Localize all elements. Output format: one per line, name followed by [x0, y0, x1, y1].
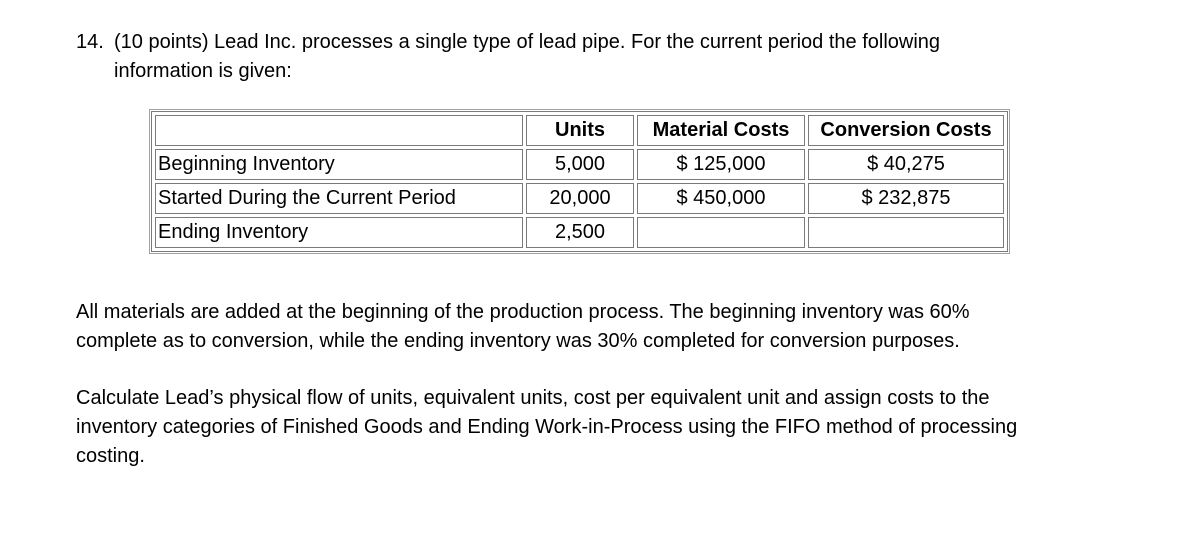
row-label: Beginning Inventory [155, 149, 523, 180]
paragraph-line: complete as to conversion, while the ending inventory was 30% completed for conversion purposes. [76, 330, 960, 352]
instructions-paragraph [76, 384, 1156, 471]
question-text-line-1: (10 points) Lead Inc. processes a single type of lead pipe. For the current period the following [114, 31, 941, 53]
inventory-table [151, 111, 1008, 252]
units-cell: 2,500 [526, 217, 634, 248]
header-blank [155, 115, 523, 146]
question-prompt [76, 28, 1156, 86]
question-number: 14. [76, 31, 104, 53]
materials-paragraph [76, 298, 1156, 356]
material-cost-cell [637, 217, 805, 248]
paragraph-line: Calculate Lead’s physical flow of units, equivalent units, cost per equivalent unit and assign costs to the [76, 387, 990, 409]
table-row [155, 149, 1004, 180]
header-material-costs: Material Costs [637, 115, 805, 146]
question-text-line-2: information is given: [114, 60, 292, 82]
conversion-cost-cell: $ 40,275 [808, 149, 1004, 180]
units-cell: 20,000 [526, 183, 634, 214]
conversion-cost-cell [808, 217, 1004, 248]
table-header-row [155, 115, 1004, 146]
units-cell: 5,000 [526, 149, 634, 180]
paragraph-line: costing. [76, 445, 145, 467]
table-row [155, 183, 1004, 214]
paragraph-line: inventory categories of Finished Goods and Ending Work-in-Process using the FIFO method of processing [76, 416, 1018, 438]
paragraph-line: All materials are added at the beginning of the production process. The beginning inventory was 60% [76, 301, 970, 323]
row-label: Ending Inventory [155, 217, 523, 248]
question-line-1 [76, 28, 1156, 57]
row-label: Started During the Current Period [155, 183, 523, 214]
table-row [155, 217, 1004, 248]
conversion-cost-cell: $ 232,875 [808, 183, 1004, 214]
material-cost-cell: $ 450,000 [637, 183, 805, 214]
header-units: Units [526, 115, 634, 146]
material-cost-cell: $ 125,000 [637, 149, 805, 180]
header-conversion-costs: Conversion Costs [808, 115, 1004, 146]
